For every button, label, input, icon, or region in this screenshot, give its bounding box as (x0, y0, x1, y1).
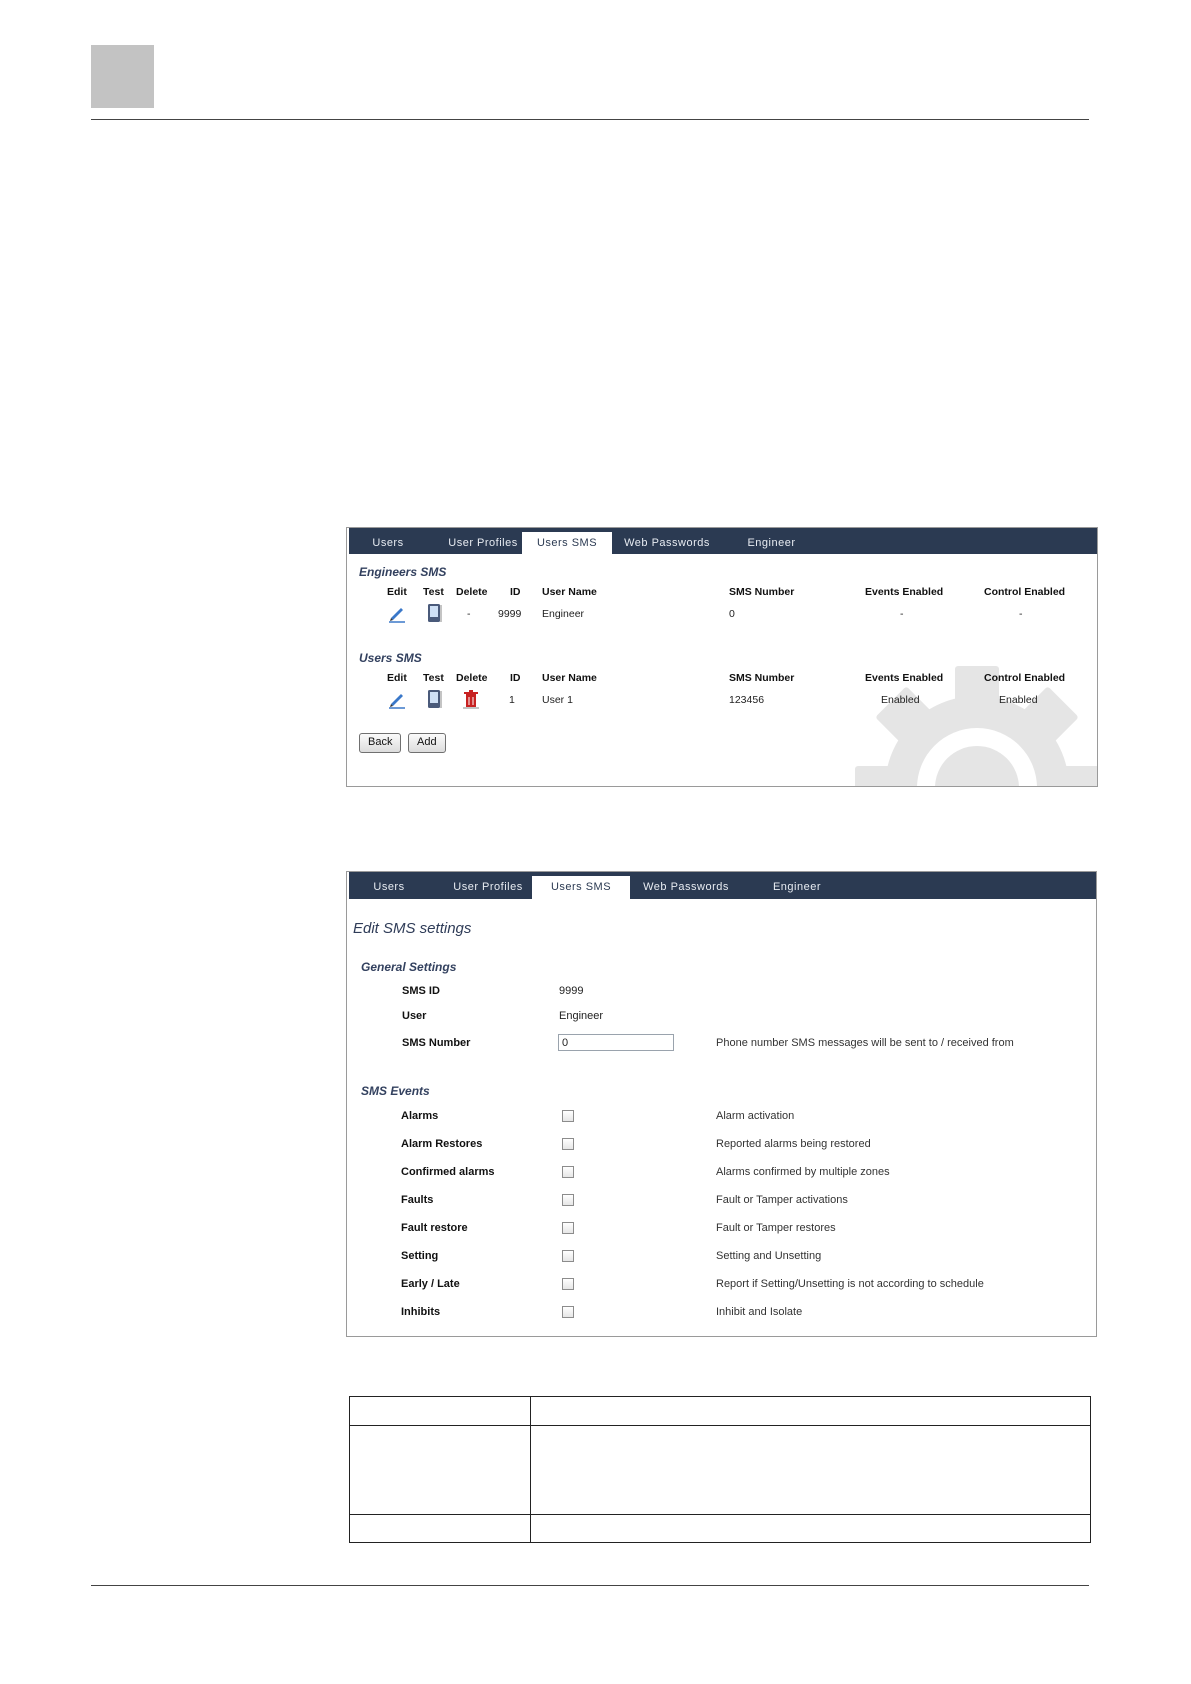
engineers-sms-title: Engineers SMS (359, 565, 447, 579)
engineer-events-enabled: - (900, 608, 904, 620)
event-label: Alarms (401, 1110, 439, 1122)
table-divider (350, 1425, 1090, 1426)
header-rule (91, 119, 1089, 120)
event-description: Alarms confirmed by multiple zones (716, 1166, 890, 1178)
event-description: Report if Setting/Unsetting is not according to schedule (716, 1278, 984, 1290)
gear-watermark-icon (837, 648, 1097, 787)
user-value: Engineer (559, 1010, 604, 1022)
sms-id-label: SMS ID (402, 985, 440, 997)
user-sms-number: 123456 (729, 694, 765, 706)
tab-users[interactable]: Users (372, 537, 404, 549)
description-table (349, 1396, 1091, 1543)
engineer-id: 9999 (498, 608, 522, 620)
event-label: Setting (401, 1250, 439, 1262)
user-user-name: User 1 (542, 694, 573, 706)
test-phone-icon[interactable] (424, 689, 444, 709)
back-button[interactable]: Back (359, 733, 401, 753)
general-settings-title: General Settings (361, 960, 457, 974)
col-header-edit: Edit (387, 586, 407, 598)
event-label: Fault restore (401, 1222, 468, 1234)
col-header-events-enabled: Events Enabled (865, 586, 944, 598)
users-sms-title: Users SMS (359, 651, 422, 665)
event-checkbox-early-late[interactable] (562, 1278, 574, 1290)
table-divider (530, 1397, 531, 1542)
col-header-control-enabled: Control Enabled (984, 672, 1066, 684)
user-events-enabled: Enabled (881, 694, 920, 706)
event-description: Fault or Tamper restores (716, 1222, 836, 1234)
event-description: Alarm activation (716, 1110, 795, 1122)
tab-user-profiles[interactable]: User Profiles (453, 881, 523, 893)
event-checkbox-inhibits[interactable] (562, 1306, 574, 1318)
event-checkbox-confirmed-alarms[interactable] (562, 1166, 574, 1178)
user-label: User (402, 1010, 427, 1022)
event-checkbox-setting[interactable] (562, 1250, 574, 1262)
tab-engineer[interactable]: Engineer (772, 881, 822, 893)
engineer-delete: - (467, 608, 471, 620)
tab-users[interactable]: Users (373, 881, 405, 893)
col-header-events-enabled: Events Enabled (865, 672, 944, 684)
event-checkbox-alarm-restores[interactable] (562, 1138, 574, 1150)
tab-bar (349, 872, 1096, 899)
tab-web-passwords[interactable]: Web Passwords (624, 537, 710, 549)
sms-number-description: Phone number SMS messages will be sent to / received from (716, 1037, 1014, 1049)
tab-user-profiles[interactable]: User Profiles (448, 537, 518, 549)
tab-web-passwords[interactable]: Web Passwords (643, 881, 729, 893)
chapter-number-box (91, 45, 154, 108)
col-header-id: ID (510, 672, 521, 684)
event-description: Fault or Tamper activations (716, 1194, 848, 1206)
tab-engineer[interactable]: Engineer (747, 537, 796, 549)
edit-sms-settings-panel (346, 871, 1097, 1337)
sms-number-input[interactable]: 0 (558, 1034, 674, 1051)
event-label: Confirmed alarms (401, 1166, 495, 1178)
engineer-control-enabled: - (1019, 608, 1023, 620)
col-header-user-name: User Name (542, 586, 597, 598)
sms-number-label: SMS Number (402, 1037, 471, 1049)
event-description: Inhibit and Isolate (716, 1306, 803, 1318)
footer-rule (91, 1585, 1089, 1586)
tab-users-sms[interactable]: Users SMS (522, 532, 612, 554)
user-id: 1 (509, 694, 515, 706)
add-button[interactable]: Add (408, 733, 446, 753)
event-description: Reported alarms being restored (716, 1138, 871, 1150)
event-checkbox-faults[interactable] (562, 1194, 574, 1206)
col-header-sms-number: SMS Number (729, 586, 795, 598)
event-checkbox-fault-restore[interactable] (562, 1222, 574, 1234)
test-phone-icon[interactable] (424, 603, 444, 623)
col-header-edit: Edit (387, 672, 407, 684)
event-description: Setting and Unsetting (716, 1250, 822, 1262)
col-header-delete: Delete (456, 586, 488, 598)
table-divider (350, 1514, 1090, 1515)
col-header-test: Test (423, 586, 444, 598)
sms-id-value: 9999 (559, 985, 584, 997)
event-label: Alarm Restores (401, 1138, 483, 1150)
sms-events-title: SMS Events (361, 1084, 430, 1098)
col-header-delete: Delete (456, 672, 488, 684)
col-header-control-enabled: Control Enabled (984, 586, 1066, 598)
col-header-user-name: User Name (542, 672, 597, 684)
engineer-user-name: Engineer (542, 608, 585, 620)
col-header-id: ID (510, 586, 521, 598)
event-checkbox-alarms[interactable] (562, 1110, 574, 1122)
delete-trash-icon[interactable] (461, 689, 481, 709)
col-header-test: Test (423, 672, 444, 684)
user-control-enabled: Enabled (999, 694, 1038, 706)
edit-sms-settings-title: Edit SMS settings (353, 920, 472, 937)
users-sms-list-panel (346, 527, 1098, 787)
tab-users-sms[interactable]: Users SMS (532, 876, 630, 899)
col-header-sms-number: SMS Number (729, 672, 795, 684)
event-label: Early / Late (401, 1278, 460, 1290)
tab-bar (349, 528, 1097, 554)
engineer-sms-number: 0 (729, 608, 735, 620)
edit-pencil-icon[interactable] (387, 689, 407, 709)
edit-pencil-icon[interactable] (387, 603, 407, 623)
event-label: Inhibits (401, 1306, 441, 1318)
event-label: Faults (401, 1194, 434, 1206)
